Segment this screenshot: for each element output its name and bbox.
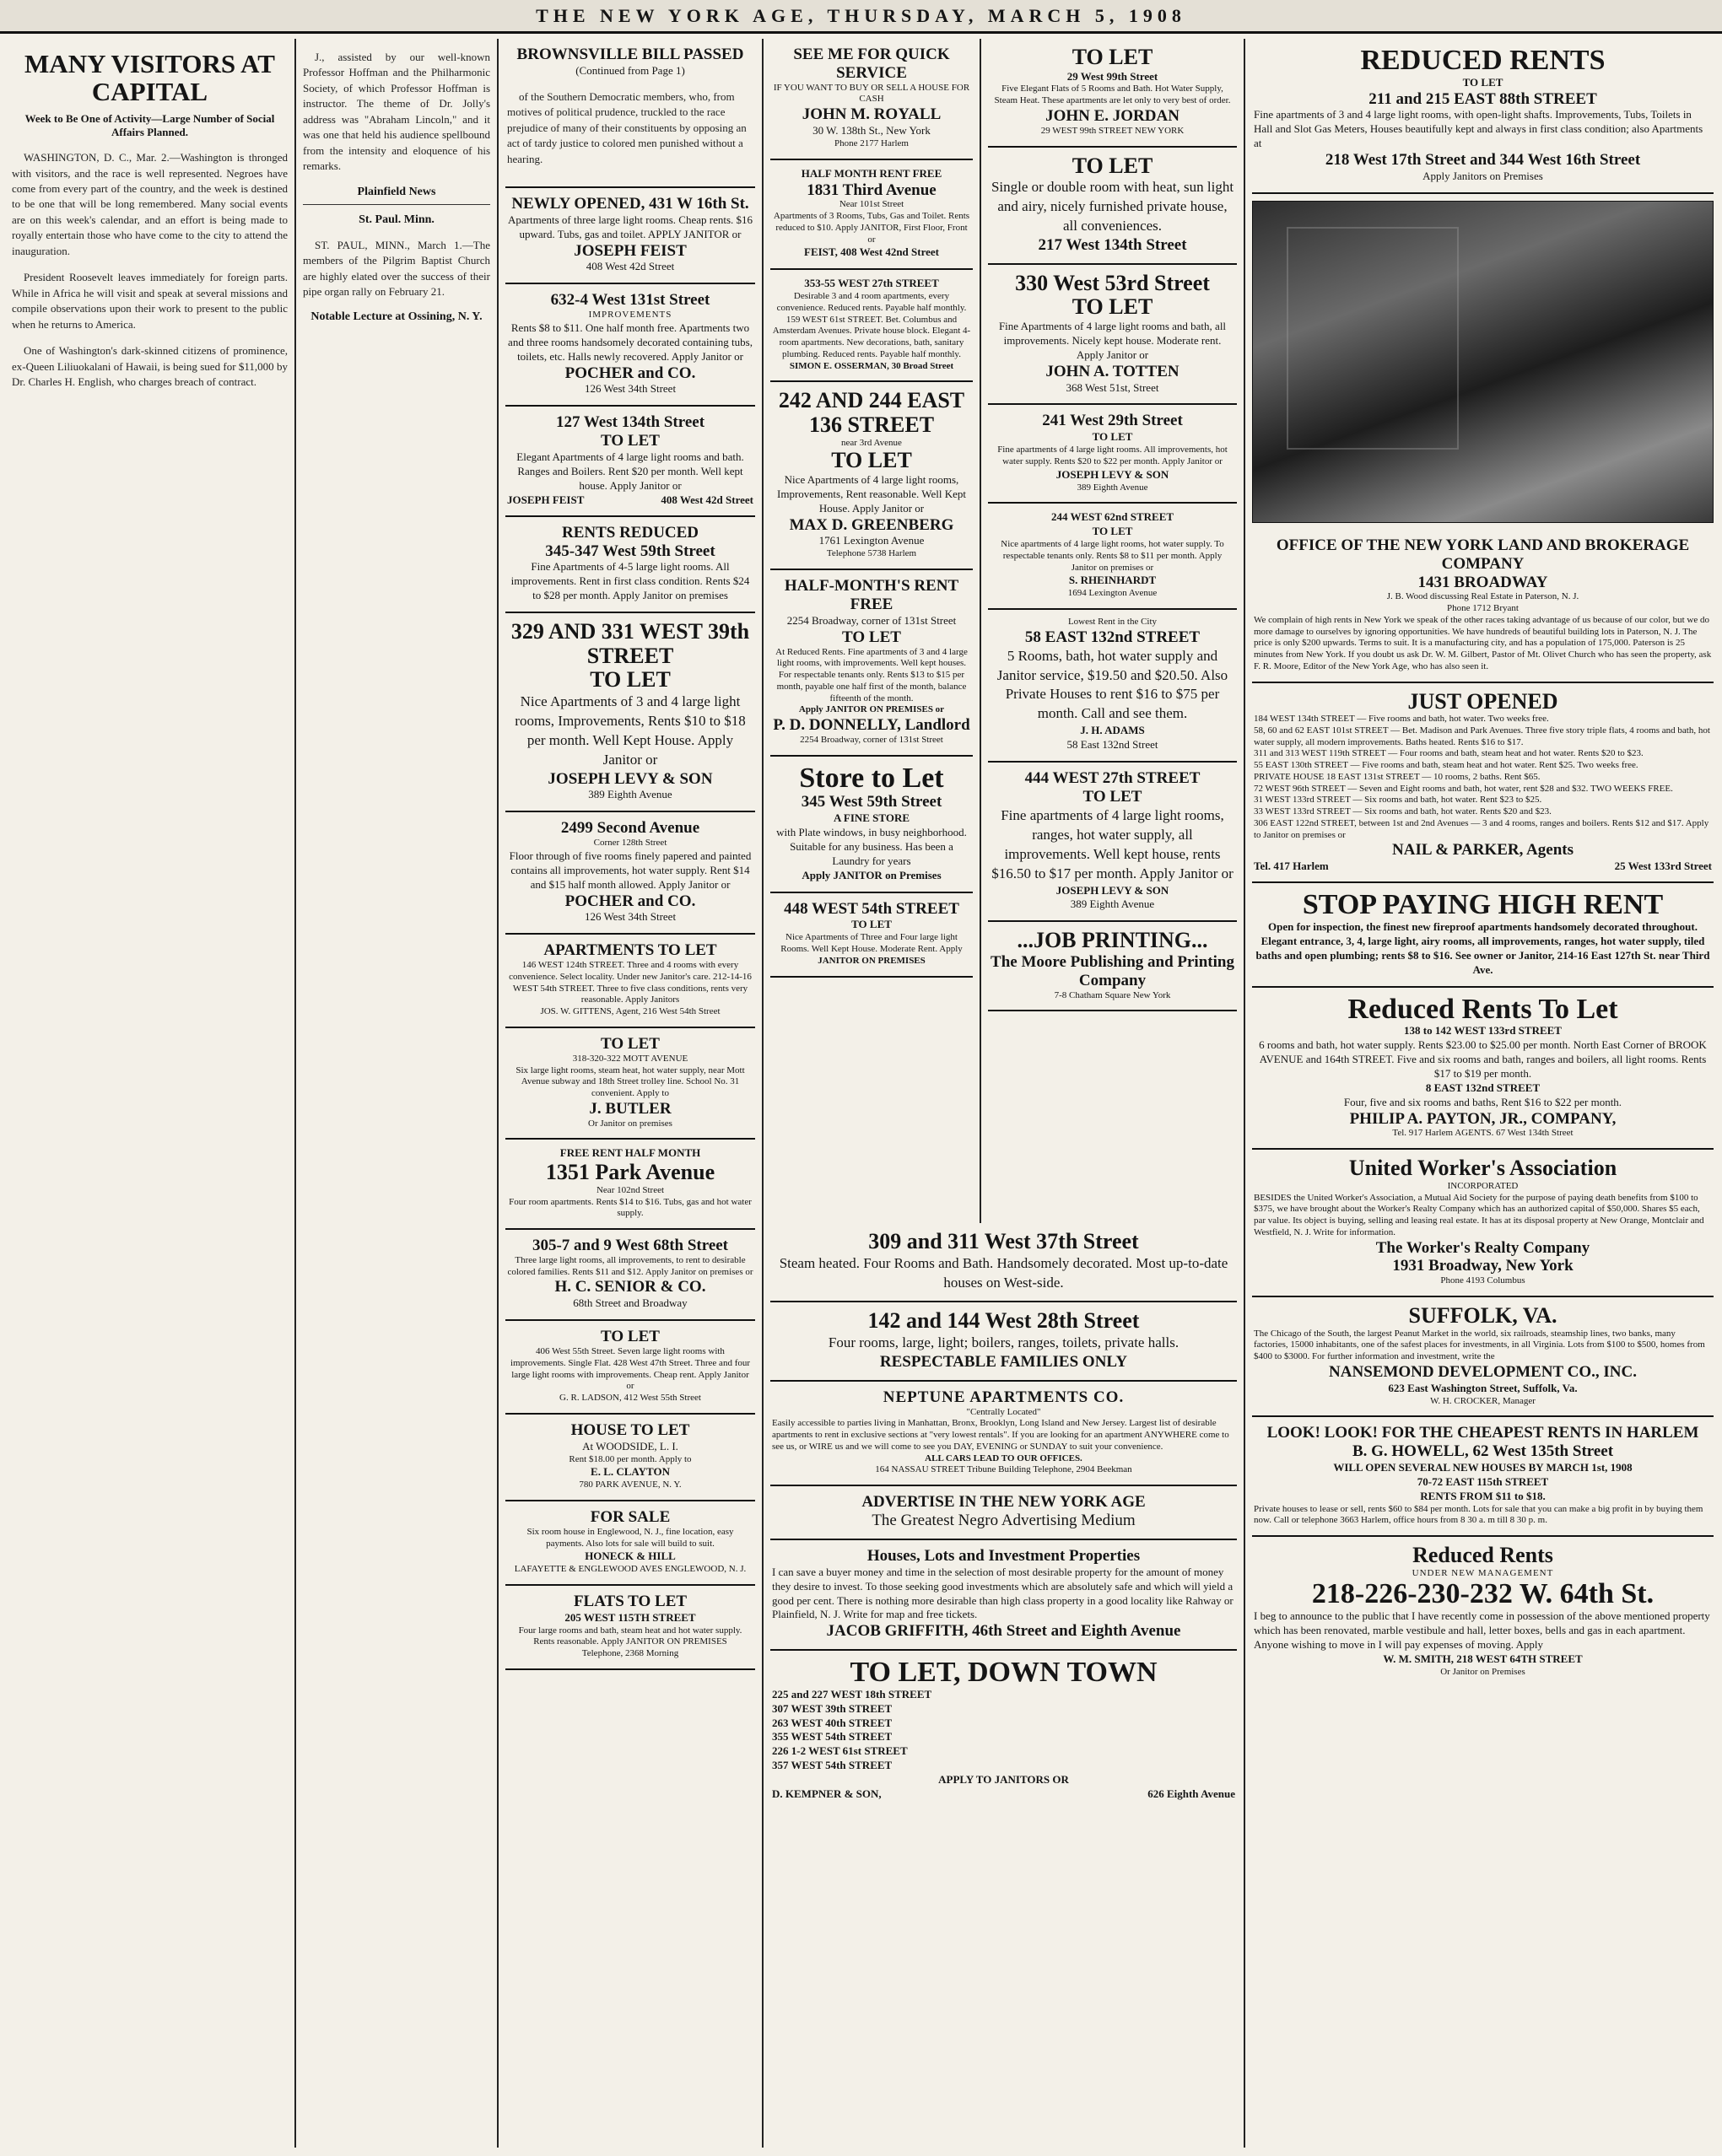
news-column-2	[296, 39, 499, 2148]
ad-sub: INCORPORATED	[1447, 1180, 1519, 1191]
ad-body: We complain of high rents in New York we speak of the other races taking advantage of us because of our color, but we do more damage to ourselves by ignoring opportunities. We have hundreds of beautiful building lots in Paterson, N. J. The price is only $200 upwards. Terms to suit. It is a manufacturing city, and has a population of 175,000. Paterson is 25 minutes from New York. If you doubt us ask Dr. W. M. Gilbert, Pastor of Mt. Olivet Church who has seen the property, ask F. R. Moore, Editor of the New York Age, who has also seen it.	[1254, 614, 1712, 671]
ad-body: 406 West 55th Street. Seven large light rooms with improvements. Single Flat. 428 West 47th Street. Three and four large light rooms with improvements. Cheap rent. Apply Janitor or	[510, 1346, 751, 1392]
ad-howell	[1252, 1417, 1714, 1537]
ad-address: 218-226-230-232 W. 64th St.	[1311, 1578, 1655, 1610]
ad-body: Nice Apartments of 4 large light rooms, Improvements, Rent reasonable. Well Kept House. Apply Janitor or	[777, 472, 966, 515]
ad-e132	[988, 610, 1237, 763]
ad-title: 242 AND 244 EAST 136 STREET	[778, 388, 965, 438]
ad-agent: JOHN E. JORDAN	[1045, 106, 1179, 125]
ad-listing: 58, 60 and 62 EAST 101st STREET — Bet. Madison and Park Avenues. Three five story triple flats, 4 rooms and bath, hot water supply, all modern improvements. Baths heated. Rents $16 to $17.	[1254, 725, 1710, 747]
section-subhead: Notable Lecture at Ossining, N. Y.	[310, 310, 483, 324]
ad-agent: JACOB GRIFFITH, 46th Street and Eighth Avenue	[826, 1622, 1181, 1641]
ad-title: APARTMENTS TO LET	[543, 941, 717, 960]
ad-address: 29 West 99th Street	[1066, 69, 1158, 83]
ad-agent: D. KEMPNER & SON,	[772, 1787, 882, 1801]
ad-w27-osserman	[770, 270, 973, 382]
ad-address: 126 West 34th Street	[584, 910, 677, 924]
ad-address: 30 W. 138th St., New York	[812, 124, 931, 137]
ad-title: TO LET	[601, 1328, 660, 1346]
ad-agent: FEIST, 408 West 42nd Street	[804, 245, 939, 259]
ad-to-let: TO LET	[590, 667, 671, 693]
ad-e136	[770, 382, 973, 570]
ad-neptune	[770, 1382, 1237, 1486]
ad-title: Store to Let	[799, 762, 944, 794]
ad-rent: RENTS FROM $11 to $18.	[1420, 1489, 1546, 1502]
article-paragraph: One of Washington's dark-skinned citizens of prominence, ex-Queen Liliuokalani of Hawaii, is being sued for $11,000 by Dr. Charles H. English, who charges breach of contract.	[12, 344, 291, 388]
ad-united-workers	[1252, 1150, 1714, 1297]
masthead: THE NEW YORK AGE, THURSDAY, MARCH 5, 1908	[0, 0, 1722, 34]
ad-address: 2254 Broadway, corner of 131st Street	[800, 734, 943, 745]
ad-agent: JOHN M. ROYALL	[802, 105, 942, 124]
ad-agent: H. C. SENIOR & CO.	[554, 1278, 706, 1296]
ad-to-let: TO LET	[831, 448, 912, 473]
ad-listing: 307 WEST 39th STREET	[772, 1701, 893, 1715]
ad-title: 241 West 29th Street	[1042, 412, 1183, 430]
ad-listing: 226 1-2 WEST 61st STREET	[772, 1744, 908, 1758]
ad-sub: near 3rd Avenue	[841, 437, 902, 448]
ad-body: Easily accessible to parties living in Manhattan, Bronx, Brooklyn, Long Island and New Jersey. Largest list of desirable apartments to rent in exclusive sections at "very lowest rentals". If you are looking for an apartment ANYWHERE come to see us, or WIRE us and we will come to see you DAY, EVENING or SUNDAY to suit your convenience.	[772, 1418, 1229, 1452]
ad-listing: 72 WEST 96th STREET — Seven and Eight rooms and bath, hot water, rent $28 and $32. TWO WEEKS FREE.	[1254, 783, 1673, 794]
ad-address: 626 Eighth Avenue	[1147, 1787, 1235, 1801]
ad-phone: Phone 4193 Columbus	[1440, 1275, 1525, 1286]
ad-agent: MAX D. GREENBERG	[789, 515, 954, 534]
ad-title: 2499 Second Avenue	[560, 819, 700, 838]
ad-to-let: TO LET	[1082, 787, 1142, 806]
ad-to-let: TO LET	[1072, 294, 1153, 320]
ad-title: 127 West 134th Street	[555, 413, 705, 432]
ad-body: Rent $18.00 per month. Apply to	[569, 1453, 692, 1464]
ad-note: Or Janitor on premises	[588, 1118, 672, 1129]
ad-address: 164 NASSAU STREET Tribune Building Telephone, 2904 Beekman	[875, 1464, 1132, 1475]
ad-flats	[505, 1586, 755, 1670]
ad-title: HALF-MONTH'S RENT FREE	[784, 577, 959, 613]
ad-address: 1761 Lexington Avenue	[818, 534, 925, 547]
ad-sub: "Centrally Located"	[966, 1406, 1041, 1417]
ad-title: TO LET, DOWN TOWN	[850, 1657, 1158, 1689]
ad-w39	[505, 613, 755, 812]
divider	[303, 204, 490, 205]
ad-sub: Near 102nd Street	[596, 1184, 665, 1195]
ad-to-let: TO LET	[851, 918, 892, 931]
ad-apply: Apply JANITOR on Premises	[802, 868, 942, 881]
ad-land-brokerage	[1252, 530, 1714, 683]
article-paragraph: President Roosevelt leaves immediately for foreign parts. While in Africa he will visit and speak at several missions and compile observations upon their work to present to the public when he returns to America.	[12, 271, 291, 331]
article-deck: Week to Be One of Activity—Large Number of Social Affairs Planned.	[24, 112, 275, 139]
ad-title: 632-4 West 131st Street	[550, 291, 710, 310]
ad-agent: JOSEPH FEIST	[507, 493, 585, 506]
ad-title: Reduced Rents	[1412, 1543, 1553, 1568]
ad-apply: Apply JANITOR ON PREMISES or	[798, 704, 945, 715]
ad-body: Nice Apartments of 3 and 4 large light rooms, Improvements, Rents $10 to $18 per month. Well Kept House. Apply Janitor or	[515, 693, 746, 768]
ad-agent: HONECK & HILL	[585, 1550, 676, 1563]
ad-agent: JOSEPH LEVY & SON	[548, 769, 713, 788]
ad-address: 205 WEST 115TH STREET	[564, 1610, 696, 1624]
ad-address: 126 West 34th Street	[584, 382, 677, 396]
ad-address: 217 West 134th Street	[1038, 235, 1187, 254]
ad-to-let: TO LET	[842, 628, 901, 646]
ad-job-printing	[988, 922, 1237, 1011]
ad-listing: 55 EAST 130th STREET — Five rooms and bath, steam heat and hot water. Rent $25. Two weeks free.	[1254, 760, 1638, 771]
ad-to-let: TO LET	[601, 432, 660, 450]
ad-title: 444 WEST 27th STREET	[1024, 769, 1201, 788]
ad-advertise	[770, 1486, 1237, 1540]
ad-agent: J. BUTLER	[589, 1099, 672, 1118]
ad-body: IF YOU WANT TO BUY OR SELL A HOUSE FOR CASH	[773, 82, 970, 105]
ad-title: JUST OPENED	[1407, 688, 1558, 714]
ad-feist-16th	[505, 188, 755, 284]
news-column-1	[5, 39, 296, 2148]
ad-body: Fine apartments of 4 large light rooms. All improvements, hot water supply. Rents $20 to $22 per month. Apply Janitor or	[997, 445, 1228, 466]
ad-w64	[1252, 1537, 1714, 1686]
ad-royall	[770, 39, 973, 160]
ad-body: Fine Apartments of 4 large light rooms and bath, all improvements. Nicely kept house. Moderate rent. Apply Janitor or	[998, 320, 1227, 361]
ad-address: 138 to 142 WEST 133rd STREET	[1404, 1024, 1562, 1038]
ad-w68	[505, 1230, 755, 1321]
ad-agent: JOSEPH LEVY & SON	[1055, 883, 1169, 897]
ad-note: Or Janitor on Premises	[1440, 1666, 1525, 1677]
ad-body: Six large light rooms, steam heat, hot water supply, near Mott Avenue subway and 18th Street trolley line. School No. 31 convenient. Apply to	[516, 1065, 745, 1099]
ad-head: Lowest Rent in the City	[1067, 616, 1158, 627]
ad-body: Desirable 3 and 4 room apartments, every convenience. Reduced rents. Payable half monthly. 159 WEST 61st STREET. Bet. Columbus and Amsterdam Avenues. Private house block. Elegant 4-room apartments. New decorations, bath, sanitary plumbing. Reduced rents. Payable half monthly.	[772, 291, 971, 359]
ad-body: Elegant Apartments of 4 large light rooms and bath. Ranges and Boilers. Rent $20 per month. Well kept house. Apply Janitor or	[516, 450, 744, 492]
ad-w53	[988, 265, 1237, 406]
ad-telephone: Telephone 5738 Harlem	[826, 548, 917, 559]
ad-stop-paying	[1252, 883, 1714, 987]
ad-body: 5 Rooms, bath, hot water supply and Janitor service, $19.50 and $20.50. Also Private Houses to rent $16 to $75 per month. Call and see them.	[996, 647, 1228, 722]
ad-title: REDUCED RENTS	[1360, 45, 1606, 76]
ad-sub: At WOODSIDE, L. I.	[582, 1439, 678, 1453]
ad-body: Five Elegant Flats of 5 Rooms and Bath. Hot Water Supply, Steam Heat. These apartments are let only to very best of order.	[994, 84, 1231, 106]
ad-telephone: Tel. 417 Harlem	[1254, 860, 1329, 873]
ad-body: Private houses to lease or sell, rents $60 to $84 per month. Lots for sale that you can make a big profit in by buying them now. Call or telephone 3663 Harlem, office hours from 8 30 a. m till 8 30 p. m.	[1254, 1503, 1703, 1526]
ad-second-ave	[505, 812, 755, 935]
ad-w28	[770, 1302, 1237, 1381]
ad-address: 2254 Broadway, corner of 131st Street	[786, 613, 957, 627]
ad-w55	[505, 1321, 755, 1415]
ad-agent: E. L. CLAYTON	[591, 1465, 670, 1479]
ad-title: 58 EAST 132nd STREET	[1024, 628, 1201, 646]
ad-griffith	[770, 1540, 1237, 1651]
ad-apply: Apply Janitors on Premises	[1422, 169, 1543, 182]
ad-body: Single or double room with heat, sun light and airy, nicely furnished private house, all conveniences.	[991, 179, 1234, 234]
ad-title: Houses, Lots and Investment Properties	[866, 1546, 1141, 1565]
ad-apply: JANITOR ON PREMISES	[818, 955, 926, 966]
ad-address: LAFAYETTE & ENGLEWOOD AVES ENGLEWOOD, N. J.	[514, 1564, 747, 1575]
ad-listing: 311 and 313 WEST 119th STREET — Four rooms and bath, steam heat and hot water. Rents $20 to $23.	[1254, 748, 1644, 759]
ad-title: OFFICE OF THE NEW YORK LAND AND BROKERAGE COMPANY	[1276, 536, 1690, 573]
ad-title: RENTS REDUCED	[561, 523, 699, 542]
article-headline: MANY VISITORS AT CAPITAL	[24, 49, 275, 106]
ad-address: 7-8 Chatham Square New York	[1054, 989, 1171, 1000]
ad-agent: The Moore Publishing and Printing Company	[991, 952, 1234, 989]
ad-w37	[770, 1223, 1237, 1302]
ad-agent: NAIL & PARKER, Agents	[1392, 841, 1574, 860]
ad-manager: W. H. CROCKER, Manager	[1430, 1395, 1536, 1406]
brownsville-text: of the Southern Democratic members, who, from motives of political prudence, truckled to the race prejudice of many of their constituents by opposing an act of tardy justice to colored men punished without a hearing.	[507, 89, 750, 165]
ad-address: 1694 Lexington Avenue	[1067, 588, 1158, 599]
ad-mott	[505, 1028, 755, 1140]
ad-body: Four rooms, large, light; boilers, ranges, toilets, private halls.	[828, 1334, 1179, 1351]
ad-title: TO LET	[1072, 153, 1153, 178]
article-paragraph: J., assisted by our well-known Professor Hoffman and the Philharmonic Society, of which Professor Hoffman is instructor. The theme of Dr. Jolly's address was "Abraham Lincoln," and it was one that held his audience spellbound from the intensity and eloquence of his remarks.	[303, 51, 494, 173]
ads-column-6	[1245, 39, 1720, 2148]
brownsville-sub: (Continued from Page 1)	[575, 63, 685, 77]
ad-body: with Plate windows, in busy neighborhood. Suitable for any business. Has been a Laundry for years	[776, 826, 967, 867]
ad-address: 408 West 42d Street	[586, 260, 675, 273]
ad-address: 408 West 42d Street	[661, 493, 753, 506]
ad-note: RESPECTABLE FAMILIES ONLY	[879, 1353, 1128, 1371]
ad-body: At Reduced Rents. Fine apartments of 3 and 4 large light rooms, with improvements. Well kept houses. For respectable tenants only. Rents $13 to $15 per month, payable one half first of the month, balance fifteenth of the month.	[775, 646, 968, 703]
ad-address: 623 East Washington Street, Suffolk, Va.	[1388, 1381, 1578, 1394]
ad-agent: JOSEPH LEVY & SON	[1055, 467, 1169, 481]
ad-agent: J. H. ADAMS	[1080, 724, 1145, 737]
ad-address: 389 Eighth Avenue	[1077, 482, 1148, 493]
ad-listing: 33 WEST 133rd STREET — Six rooms and bath, hot water. Rents $20 and $23.	[1254, 806, 1552, 817]
ad-head: HALF MONTH RENT FREE	[801, 166, 942, 180]
ad-w99	[988, 39, 1237, 148]
ad-agent: G. R. LADSON, 412 West 55th Street	[559, 1393, 701, 1404]
ad-address: 318-320-322 MOTT AVENUE	[572, 1053, 688, 1064]
ad-body: Fine apartments of 4 large light rooms, ranges, hot water supply, all improvements. Well kept house, rents $16.50 to $17 per month. Apply Janitor or	[991, 806, 1233, 881]
ad-address: 389 Eighth Avenue	[1070, 897, 1155, 911]
ad-body: Six room house in Englewood, N. J., fine location, easy payments. Also lots for sale will build to suit.	[526, 1526, 734, 1549]
ad-listing: 355 WEST 54th STREET	[772, 1730, 893, 1744]
ad-body: Floor through of five rooms finely papered and painted contains all improvements, hot water supply. Rent $14 and $15 half month allowed. Apply Janitor or	[509, 849, 752, 891]
ad-address: 1931 Broadway, New York	[1392, 1257, 1574, 1275]
ad-title: TO LET	[1072, 45, 1153, 69]
ad-third-ave	[770, 160, 973, 271]
ad-w131	[505, 284, 755, 407]
ad-body: Open for inspection, the finest new fireproof apartments handsomely decorated throughout. Elegant entrance, 3, 4, large light, airy rooms, all improvements, ranges, hot water supply, tiled baths and open plumbing; rents $8 to $16. See owner or Janitor, 214-16 East 127th St. near Third Ave.	[1255, 919, 1710, 976]
ad-title: 330 West 53rd Street	[1015, 270, 1210, 295]
section-subhead: St. Paul. Minn.	[359, 213, 435, 226]
ad-sub: The Greatest Negro Advertising Medium	[872, 1512, 1136, 1530]
ad-agent: JOS. W. GITTENS, Agent, 216 West 54th Street	[540, 1006, 721, 1017]
ad-address: 345-347 West 59th Street	[545, 542, 715, 560]
ad-title: 142 and 144 West 28th Street	[867, 1308, 1140, 1334]
ad-title: FOR SALE	[590, 1507, 671, 1526]
ad-title: ADVERTISE IN THE NEW YORK AGE	[861, 1493, 1146, 1512]
ad-address: 211 and 215 EAST 88th STREET	[1368, 89, 1597, 108]
article-paragraph: ST. PAUL, MINN., March 1.—The members of the Pilgrim Baptist Church are highly elated over the success of their pipe organ rally on February 21.	[303, 238, 494, 298]
ad-agent: B. G. HOWELL, 62 West 135th Street	[1352, 1442, 1614, 1461]
ad-address: 68th Street and Broadway	[573, 1296, 688, 1310]
ad-title: 448 WEST 54th STREET	[784, 899, 959, 918]
brownsville-article	[505, 39, 755, 188]
ad-body: Three large light rooms, all improvements, to rent to desirable colored families. Rents $11 and $12. Apply Janitor on premises or	[507, 1254, 753, 1277]
ad-address: 8 EAST 132nd STREET	[1425, 1081, 1541, 1094]
ad-store	[770, 757, 973, 893]
ad-w62	[988, 504, 1237, 610]
ad-title: SUFFOLK, VA.	[1408, 1302, 1557, 1328]
ad-e88	[1252, 39, 1714, 194]
ad-address: 780 PARK AVENUE, N. Y.	[579, 1480, 682, 1490]
ad-body: Four, five and six rooms and baths, Rent $16 to $22 per month.	[1343, 1095, 1622, 1108]
ad-just-opened	[1252, 683, 1714, 884]
ad-agent: JOHN A. TOTTEN	[1045, 362, 1179, 380]
ad-sub: A FINE STORE	[833, 811, 910, 825]
ad-listing: 31 WEST 133rd STREET — Six rooms and bath, hot water. Rent $23 to $25.	[1254, 795, 1542, 806]
ad-title: FLATS TO LET	[573, 1592, 688, 1610]
ad-suffolk	[1252, 1297, 1714, 1417]
ad-sub: UNDER NEW MANAGEMENT	[1412, 1567, 1554, 1578]
ad-address: 25 West 133rd Street	[1614, 860, 1712, 873]
wide-listings-band	[764, 1223, 1245, 2148]
ad-rents-reduced-59th	[505, 517, 755, 613]
ad-apply: APPLY TO JANITORS OR	[938, 1773, 1069, 1787]
ad-agent: NANSEMOND DEVELOPMENT CO., INC.	[1329, 1362, 1637, 1381]
ad-body: Four large rooms and bath, steam heat and hot water supply. Rents reasonable. Apply JANITOR ON PREMISES	[518, 1625, 742, 1647]
ad-downtown	[770, 1651, 1237, 1809]
ad-address: 389 Eighth Avenue	[588, 788, 672, 801]
office-photo	[1252, 201, 1714, 523]
ad-phone: Phone 1712 Bryant	[1447, 603, 1519, 614]
ad-title: 305-7 and 9 West 68th Street	[532, 1237, 729, 1255]
ad-body: Apartments of three large light rooms. Cheap rents. $16 upward. Tubs, gas and toilet. APPLY JANITOR or	[507, 213, 753, 240]
ad-phone: Phone 2177 Harlem	[834, 137, 909, 148]
ad-body: 146 WEST 124th STREET. Three and 4 rooms with every convenience. Select locality. Under new Janitor's care. 212-14-16 WEST 54th STREET. Three to five class conditions, rents very reasonable. Apply Janitors	[509, 960, 752, 1005]
article-paragraph: WASHINGTON, D. C., Mar. 2.—Washington is thronged with visitors, and the race is well represented. Negroes have come from every part of the country, and the week is destined to be one that will be long remembered. Many social events are on this week's calendar, and an effort is being made to royally entertain those who have come to the city to attend the inauguration.	[12, 151, 291, 257]
ad-body: Fine Apartments of 4-5 large light rooms. All improvements. Rent in first class condition. Rents $24 to $28 per month. Apply Janitor on premises	[510, 560, 750, 602]
ad-title: TO LET	[601, 1034, 660, 1053]
ad-title: STOP PAYING HIGH RENT	[1302, 889, 1664, 921]
ad-sub: Near 101st Street	[839, 199, 904, 210]
ad-title: 1351 Park Avenue	[545, 1160, 715, 1185]
ad-agent: S. RHEINHARDT	[1068, 574, 1157, 587]
ad-address: 29 WEST 99th STREET NEW YORK	[1040, 125, 1185, 136]
ad-title: LOOK! LOOK! FOR THE CHEAPEST RENTS IN HARLEM	[1266, 1424, 1699, 1442]
ad-to-let: TO LET	[1092, 525, 1133, 538]
ad-w27b	[988, 763, 1237, 922]
ad-agent: SIMON E. OSSERMAN, 30 Broad Street	[789, 360, 954, 371]
ad-apartments	[505, 935, 755, 1028]
ad-agent: The Worker's Realty Company	[1375, 1238, 1590, 1257]
ad-body: 6 rooms and bath, hot water supply. Rents $23.00 to $25.00 per month. North East Corner of BROOK AVENUE and 164th STREET. Five and six rooms and bath, ranges and boilers, all light rooms. Rents $17 to $19 per month.	[1259, 1038, 1707, 1080]
ad-w124	[770, 570, 973, 757]
ad-address: 218 West 17th Street and 344 West 16th Street	[1325, 151, 1641, 170]
ad-telephone: Tel. 917 Harlem AGENTS. 67 West 134th Street	[1392, 1128, 1574, 1139]
ad-note: ALL CARS LEAD TO OUR OFFICES.	[925, 1453, 1082, 1463]
ad-title: 1831 Third Avenue	[807, 181, 937, 199]
ad-agent: W. M. SMITH, 218 WEST 64TH STREET	[1383, 1652, 1583, 1665]
ad-listing: 225 and 227 WEST 18th STREET	[772, 1687, 932, 1701]
ad-listing: 306 EAST 122nd STREET, between 1st and 2nd Avenues — 3 and 4 rooms, ranges and boilers. Rents $12 and $17. Apply to Janitor on premises or	[1254, 817, 1709, 840]
ad-woodside	[505, 1415, 755, 1501]
ad-title: Reduced Rents To Let	[1347, 993, 1618, 1025]
ad-title: ...JOB PRINTING...	[1017, 928, 1208, 953]
ad-title: 353-55 WEST 27th STREET	[804, 277, 939, 290]
ad-body: Rents $8 to $11. One half month free. Apartments two and three rooms handsomely decorated containing tubs, toilets, etc. Halls newly recovered. Apply Janitor or	[508, 321, 753, 363]
ad-to-let: TO LET	[1462, 75, 1503, 89]
ad-title: 329 AND 331 WEST 39th STREET	[510, 619, 750, 668]
ad-agent: PHILIP A. PAYTON, JR., COMPANY,	[1349, 1109, 1617, 1128]
brownsville-head: BROWNSVILLE BILL PASSED	[516, 46, 744, 63]
ad-body: The Chicago of the South, the largest Peanut Market in the world, six railroads, steamship lines, two banks, many factories, 15000 inhabitants, one of the safest places for investments, in all Virginia. Lots from $100 to $500, homes from $400 to $3000. For further information and investment, write the	[1254, 1328, 1705, 1362]
ad-title: 309 and 311 West 37th Street	[868, 1229, 1139, 1253]
ad-agent: POCHER and CO.	[564, 364, 696, 382]
ad-sub: IMPROVEMENTS	[588, 310, 672, 321]
ad-w54	[770, 893, 973, 978]
ad-title: 244 WEST 62nd STREET	[1050, 510, 1174, 524]
ad-sub: Corner 128th Street	[593, 838, 667, 849]
ad-address: 58 East 132nd Street	[1066, 738, 1158, 752]
ad-body: Steam heated. Four Rooms and Bath. Handsomely decorated. Most up-to-date houses on West-side.	[779, 1254, 1228, 1291]
ad-title: NEWLY OPENED, 431 W 16th St.	[511, 195, 749, 213]
ad-agent: JOSEPH FEIST	[574, 241, 687, 260]
ad-body: Fine apartments of 3 and 4 large light rooms, with open-light shafts. Improvements, Tubs, Toilets in Hall and Slot Gas Meters, Houses beautifully kept and always in first class condition; also Apartments at	[1254, 108, 1703, 150]
ad-body: BESIDES the United Worker's Association, a Mutual Aid Society for the purpose of paying death benefits from $100 to $375, we have brought about the Worker's Realty Company which has an authorized capital of $50,000. Shares $5 each, par value. Its object is buying, selling and leasing real estate. It has at its disposal property at New Orange, Montclair and Westfield, N. J. Write for information.	[1254, 1192, 1704, 1237]
ad-title: HOUSE TO LET	[570, 1420, 690, 1439]
ad-for-sale	[505, 1501, 755, 1586]
ad-body: Apartments of 3 Rooms, Tubs, Gas and Toilet. Rents reduced to $10. Apply JANITOR, First Floor, Front or	[773, 211, 970, 245]
ad-title: SEE ME FOR QUICK SERVICE	[793, 46, 950, 82]
ad-address: 345 West 59th Street	[801, 793, 942, 811]
ad-w134	[505, 407, 755, 516]
ad-body: Four room apartments. Rents $14 to $16. Tubs, gas and hot water supply.	[509, 1196, 752, 1219]
ad-to-let: TO LET	[1092, 430, 1133, 444]
ad-w29	[988, 405, 1237, 504]
ad-head: FREE RENT HALF MONTH	[559, 1146, 701, 1160]
ad-title: United Worker's Association	[1348, 1156, 1617, 1181]
ad-body: I beg to announce to the public that I have recently come in possession of the above mentioned property which has been renovated, marble vestibule and hall, letter boxes, bells and gas in each apartment. Anyone wishing to move in I will pay expenses of moving. Apply	[1254, 1609, 1710, 1651]
ad-park-ave	[505, 1140, 755, 1230]
ad-single-room	[988, 148, 1237, 265]
ad-title: NEPTUNE APARTMENTS CO.	[883, 1388, 1125, 1406]
ad-body: Nice apartments of 4 large light rooms, hot water supply. To respectable tenants only. Rents $8 to $11 per month. Apply Janitor on premises or	[1001, 539, 1224, 573]
ads-column-3	[499, 39, 764, 2148]
ad-address: 1431 BROADWAY	[1417, 573, 1548, 591]
ad-w133	[1252, 988, 1714, 1151]
ad-telephone: Telephone, 2368 Morning	[581, 1648, 679, 1659]
ad-sub: J. B. Wood discussing Real Estate in Paterson, N. J.	[1386, 591, 1579, 602]
ad-agent: POCHER and CO.	[564, 892, 696, 910]
ad-agent: P. D. DONNELLY, Landlord	[773, 716, 970, 735]
ad-listing: PRIVATE HOUSE 18 EAST 131st STREET — 10 rooms, 2 baths. Rent $65.	[1254, 771, 1541, 782]
ad-body: Nice Apartments of Three and Four large light Rooms. Well Kept House. Moderate Rent. Apply	[780, 932, 963, 955]
ad-body: WILL OPEN SEVERAL NEW HOUSES BY MARCH 1st, 1908	[1333, 1460, 1633, 1474]
ad-listing: 184 WEST 134th STREET — Five rooms and bath, hot water. Two weeks free.	[1254, 714, 1549, 725]
ad-address: 70-72 EAST 115th STREET	[1417, 1474, 1549, 1488]
ad-listing: 263 WEST 40th STREET	[772, 1716, 893, 1729]
ad-listing: 357 WEST 54th STREET	[772, 1759, 893, 1772]
section-subhead: Plainfield News	[357, 185, 436, 198]
ad-address: 368 West 51st, Street	[1066, 380, 1159, 394]
ad-body: I can save a buyer money and time in the selection of most desirable property for the amount of money they desire to invest. To those seeking good investments which are absolutely safe and which will yield a good per cent. There is nothing more desirable than high class property in a good locality like Rahway or Plainfield, N. J. Write for map and free tickets.	[772, 1565, 1233, 1621]
